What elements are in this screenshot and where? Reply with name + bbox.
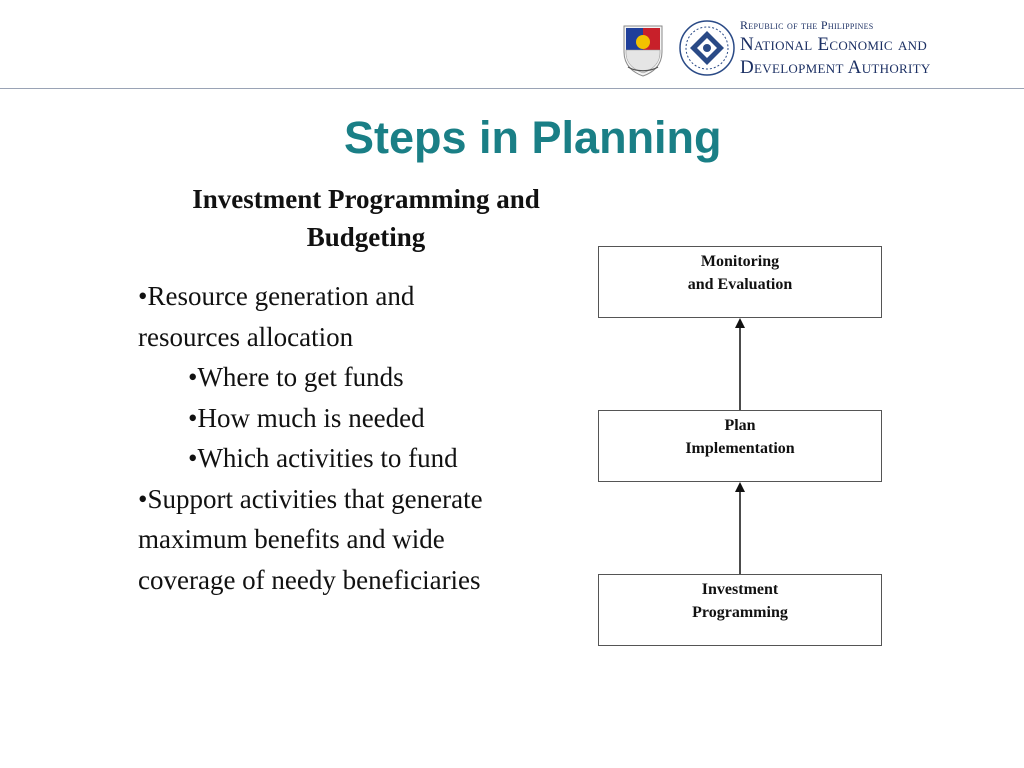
bullet-item [138, 276, 588, 357]
organization-name [740, 17, 931, 79]
step-monitoring-evaluation [598, 246, 882, 318]
sub-bullet-item [138, 357, 588, 398]
bullet-list [138, 276, 588, 600]
step-investment-programming [598, 574, 882, 646]
philippine-seal-icon [618, 22, 668, 78]
bullet-line: •Where to get funds [188, 362, 404, 392]
step-label: and Evaluation [687, 276, 793, 293]
bullet-line: •Which activities to fund [188, 443, 458, 473]
arrowhead-mid [735, 482, 745, 492]
bullet-line: •Support activities that generate [138, 483, 483, 514]
bullet-line: •Resource generation and [138, 281, 415, 311]
bullet-line: maximum benefits and wide [138, 524, 445, 554]
header-bar [0, 0, 1024, 90]
subtitle-line-1: Investment Programming and [192, 184, 540, 214]
step-label: Implementation [685, 440, 795, 457]
sub-bullet-item [138, 438, 588, 479]
sub-bullet-item [138, 398, 588, 439]
step-label: Programming [692, 604, 788, 621]
subtitle-line-2: Budgeting [306, 222, 426, 252]
step-plan-implementation [598, 410, 882, 482]
neda-seal-icon [678, 18, 736, 78]
slide-subtitle [140, 180, 592, 256]
step-label: Monitoring [700, 253, 780, 270]
header-divider [0, 88, 1024, 89]
planning-flow-diagram [598, 246, 884, 648]
org-line-2: Development Authority [740, 57, 931, 78]
org-top-line: Republic of the Philippines [740, 18, 874, 32]
bullet-line: •How much is needed [188, 402, 425, 433]
slide-title: Steps in Planning [344, 112, 722, 163]
org-line-1: National Economic and [740, 34, 928, 55]
bullet-line: coverage of needy beneficiaries [138, 564, 481, 595]
bullet-item [138, 479, 588, 601]
step-label: Plan [724, 417, 756, 434]
bullet-line: resources allocation [138, 321, 354, 352]
step-label: Investment [701, 581, 779, 598]
arrowhead-top [735, 318, 745, 328]
